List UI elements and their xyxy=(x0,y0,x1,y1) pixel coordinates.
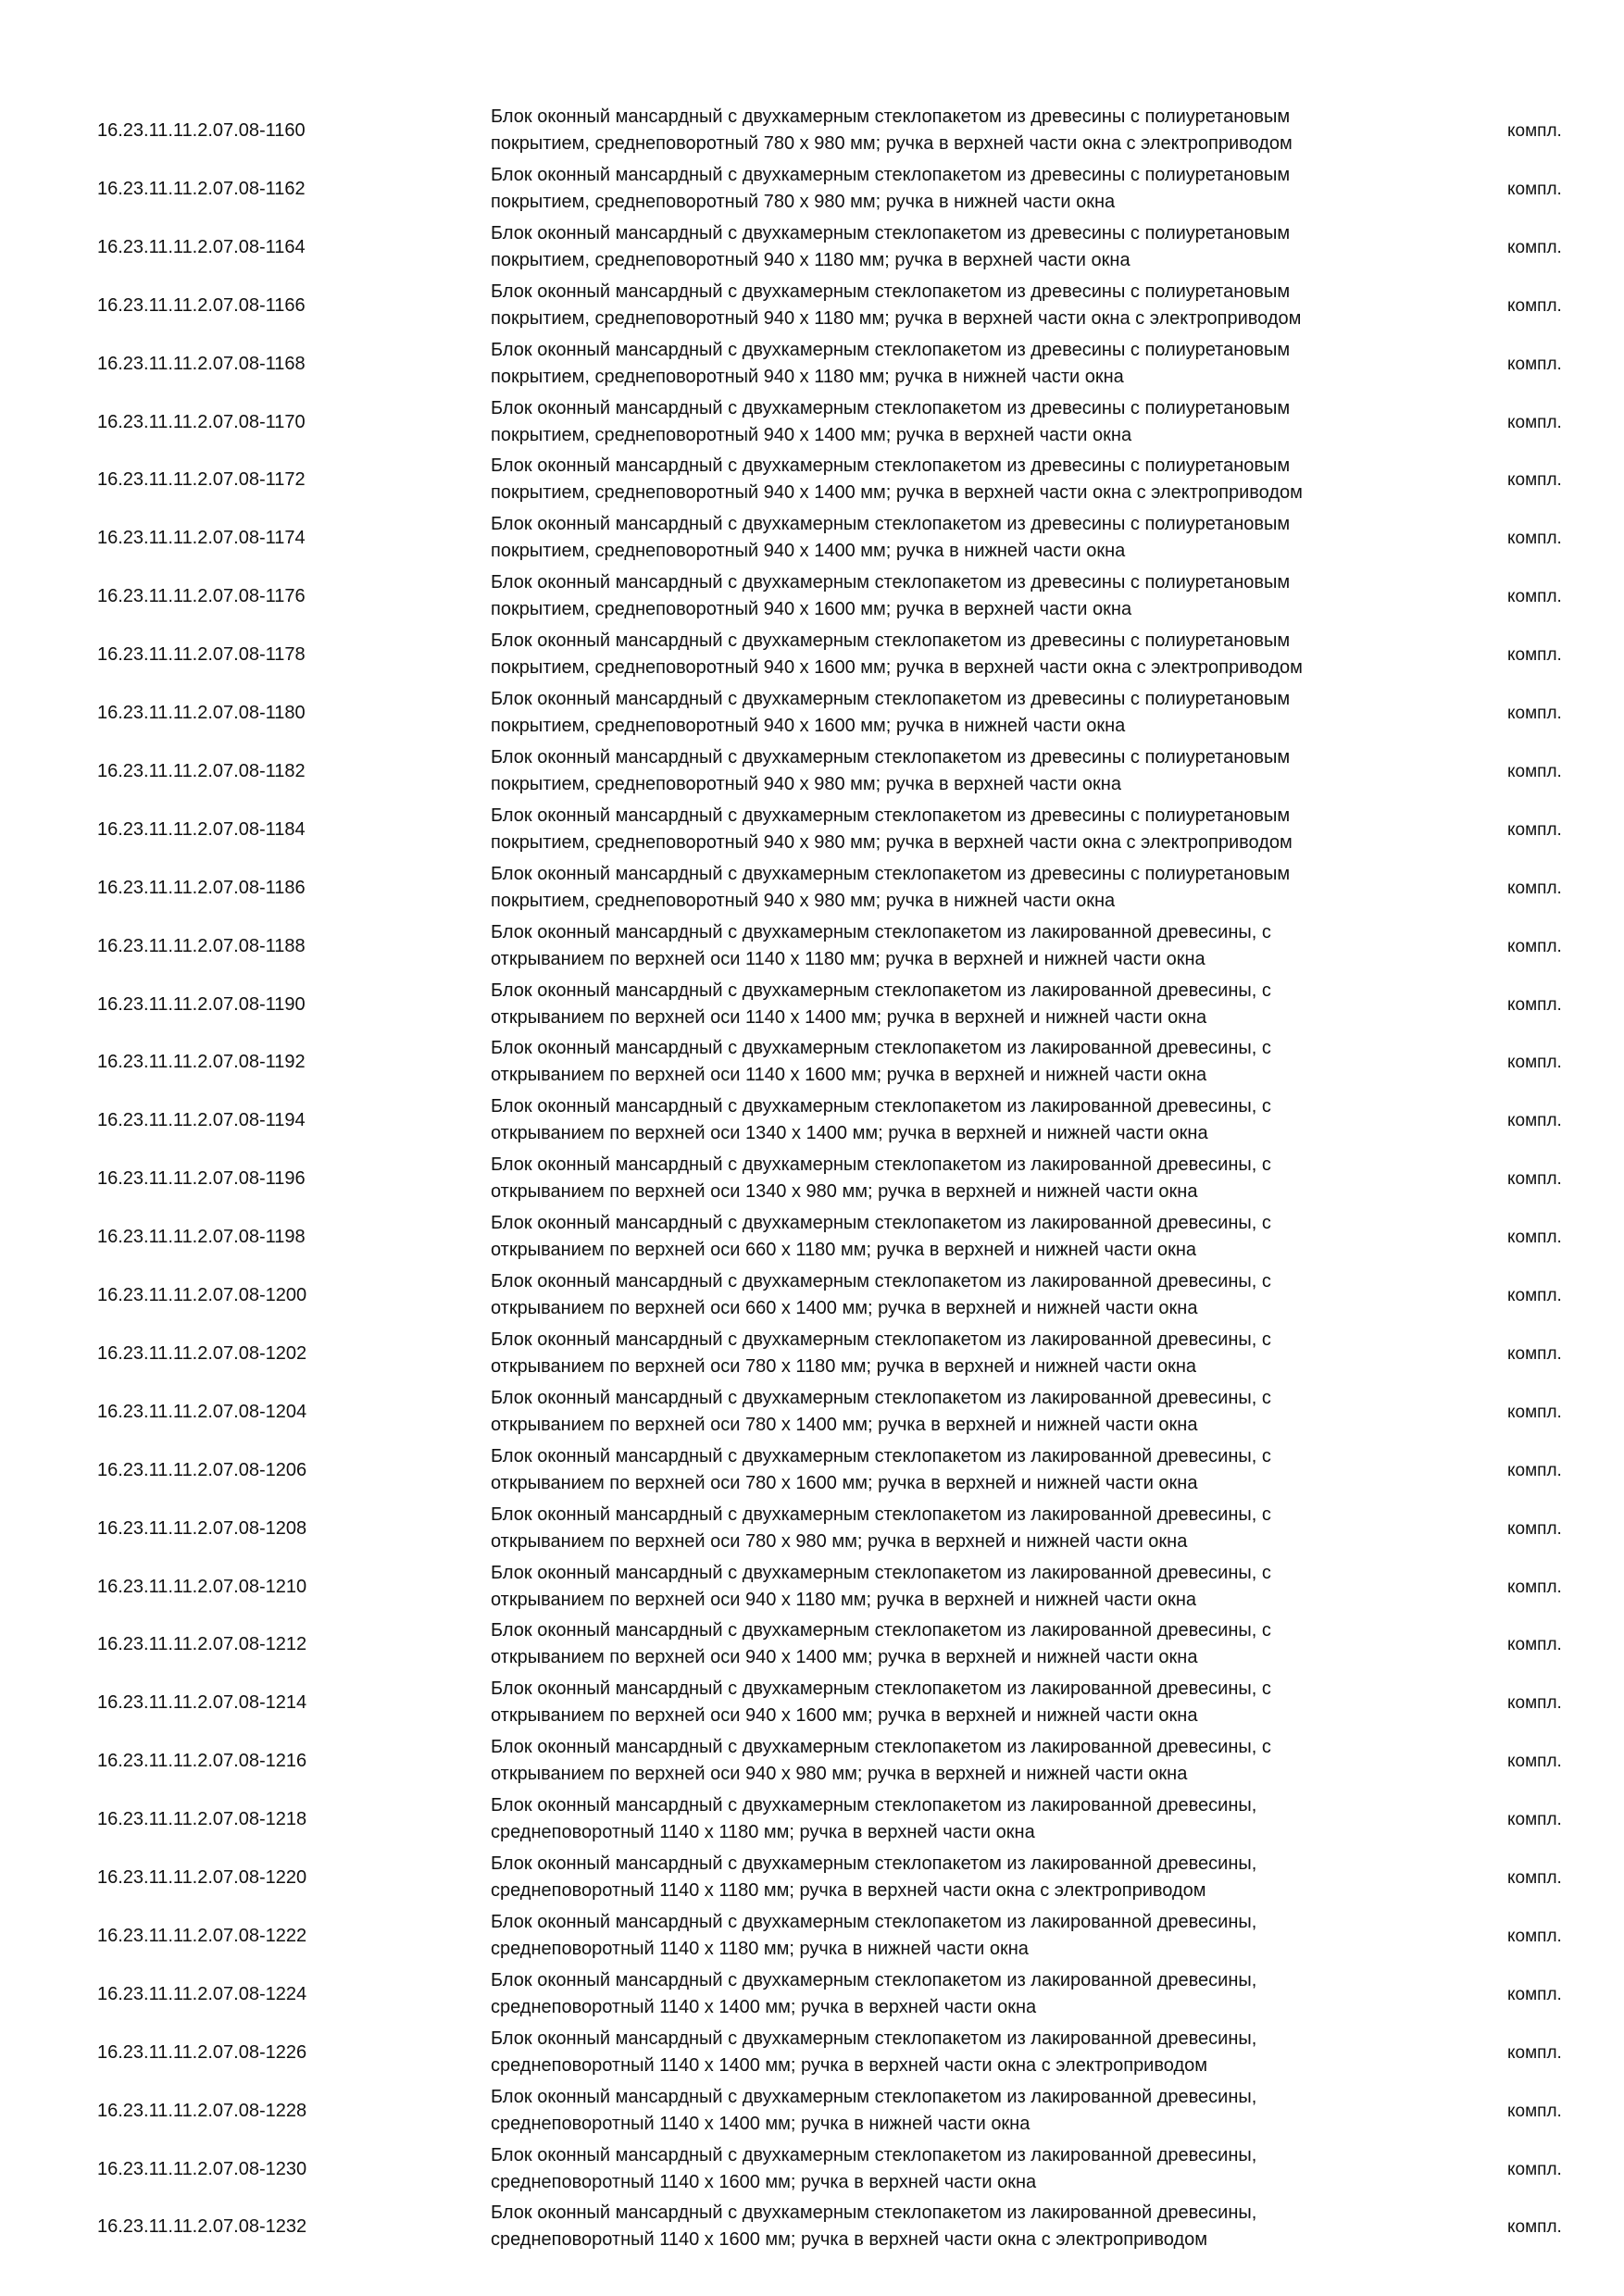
unit-of-measure: компл. xyxy=(1507,1635,1562,1655)
resource-code: 16.23.11.11.2.07.08-1192 xyxy=(97,1052,306,1073)
resource-code: 16.23.11.11.2.07.08-1200 xyxy=(97,1285,307,1305)
resource-code: 16.23.11.11.2.07.08-1218 xyxy=(97,1809,307,1830)
resource-description xyxy=(491,1093,1417,1147)
unit-of-measure: компл. xyxy=(1507,179,1562,199)
description-line-1: Блок оконный мансардный с двухкамерным стеклопакетом из древесины с полиуретановым xyxy=(491,397,1291,418)
unit-of-measure: компл. xyxy=(1507,2217,1562,2238)
unit-of-measure: компл. xyxy=(1507,354,1562,374)
description-line-2: открыванием по верхней оси 780 х 1180 мм; ручка в верхней и нижней части окна xyxy=(491,1355,1196,1377)
description-line-1: Блок оконный мансардный с двухкамерным стеклопакетом из лакированной древесины, с xyxy=(491,1504,1271,1525)
resource-code: 16.23.11.11.2.07.08-1172 xyxy=(97,469,306,491)
resource-code: 16.23.11.11.2.07.08-1208 xyxy=(97,1517,307,1539)
table-row xyxy=(0,1092,1624,1149)
resource-code: 16.23.11.11.2.07.08-1206 xyxy=(97,1459,307,1480)
description-line-2: среднеповоротный 1140 х 1400 мм; ручка в верхней части окна xyxy=(491,1996,1037,2017)
resource-code: 16.23.11.11.2.07.08-1182 xyxy=(97,760,306,781)
unit-of-measure: компл. xyxy=(1507,1402,1562,1422)
resource-code: 16.23.11.11.2.07.08-1166 xyxy=(97,294,306,316)
table-row xyxy=(0,1383,1624,1441)
resource-code: 16.23.11.11.2.07.08-1176 xyxy=(97,586,306,607)
description-line-1: Блок оконный мансардный с двухкамерным стеклопакетом из древесины с полиуретановым xyxy=(491,222,1291,243)
unit-of-measure: компл. xyxy=(1507,1343,1562,1364)
table-row xyxy=(0,917,1624,975)
table-row xyxy=(0,1965,1624,2023)
description-line-1: Блок оконный мансардный с двухкамерным стеклопакетом из древесины с полиуретановым xyxy=(491,805,1291,826)
description-line-2: открыванием по верхней оси 660 х 1180 мм; ручка в верхней и нижней части окна xyxy=(491,1240,1196,1261)
table-row xyxy=(0,509,1624,567)
unit-of-measure: компл. xyxy=(1507,936,1562,956)
resource-description xyxy=(491,2200,1417,2253)
unit-of-measure: компл. xyxy=(1507,1053,1562,1073)
description-line-1: Блок оконный мансардный с двухкамерным стеклопакетом из лакированной древесины, xyxy=(491,1795,1257,1816)
unit-of-measure: компл. xyxy=(1507,1111,1562,1131)
unit-of-measure: компл. xyxy=(1507,2042,1562,2063)
table-row xyxy=(0,1791,1624,1848)
description-line-2: покрытием, среднеповоротный 940 х 980 мм; ручка в верхней части окна xyxy=(491,773,1121,794)
table-row xyxy=(0,1616,1624,1673)
description-line-1: Блок оконный мансардный с двухкамерным стеклопакетом из лакированной древесины, с xyxy=(491,1387,1271,1408)
description-line-1: Блок оконный мансардный с двухкамерным стеклопакетом из лакированной древесины, с xyxy=(491,1329,1271,1350)
resource-description xyxy=(491,1734,1417,1788)
unit-of-measure: компл. xyxy=(1507,1868,1562,1888)
resource-code: 16.23.11.11.2.07.08-1210 xyxy=(97,1576,307,1597)
resource-description xyxy=(491,2084,1417,2138)
table-row xyxy=(0,801,1624,858)
resource-description xyxy=(491,1676,1417,1729)
table-row xyxy=(0,1674,1624,1731)
resource-description xyxy=(491,453,1417,506)
resource-description xyxy=(491,744,1417,798)
unit-of-measure: компл. xyxy=(1507,1169,1562,1190)
description-line-1: Блок оконный мансардный с двухкамерным стеклопакетом из лакированной древесины, xyxy=(491,1911,1257,1932)
table-row xyxy=(0,2024,1624,2081)
unit-of-measure: компл. xyxy=(1507,1228,1562,1248)
resource-description xyxy=(491,337,1417,391)
table-row xyxy=(0,1558,1624,1616)
resource-code: 16.23.11.11.2.07.08-1204 xyxy=(97,1401,307,1422)
resource-code: 16.23.11.11.2.07.08-1202 xyxy=(97,1342,307,1364)
resource-code: 16.23.11.11.2.07.08-1174 xyxy=(97,528,306,549)
unit-of-measure: компл. xyxy=(1507,1577,1562,1597)
description-line-1: Блок оконный мансардный с двухкамерным стеклопакетом из древесины с полиуретановым xyxy=(491,164,1291,185)
resource-code: 16.23.11.11.2.07.08-1170 xyxy=(97,411,306,432)
description-line-2: покрытием, среднеповоротный 940 х 1180 мм; ручка в нижней части окна xyxy=(491,366,1124,387)
table-row xyxy=(0,1500,1624,1557)
description-line-1: Блок оконный мансардный с двухкамерным стеклопакетом из лакированной древесины, xyxy=(491,1853,1257,1874)
resource-code: 16.23.11.11.2.07.08-1216 xyxy=(97,1751,307,1772)
unit-of-measure: компл. xyxy=(1507,819,1562,840)
description-line-2: покрытием, среднеповоротный 940 х 1400 мм; ручка в верхней части окна xyxy=(491,424,1132,445)
table-row xyxy=(0,859,1624,917)
description-line-2: покрытием, среднеповоротный 780 х 980 мм; ручка в нижней части окна xyxy=(491,191,1116,212)
description-line-1: Блок оконный мансардный с двухкамерным стеклопакетом из древесины с полиуретановым xyxy=(491,339,1291,360)
description-line-2: открыванием по верхней оси 1140 х 1180 мм; ручка в верхней и нижней части окна xyxy=(491,948,1206,969)
resource-code: 16.23.11.11.2.07.08-1180 xyxy=(97,703,306,723)
description-line-1: Блок оконный мансардный с двухкамерным стеклопакетом из древесины с полиуретановым xyxy=(491,863,1291,884)
description-line-1: Блок оконный мансардный с двухкамерным стеклопакетом из лакированной древесины, с xyxy=(491,1562,1271,1583)
description-line-1: Блок оконный мансардный с двухкамерным стеклопакетом из древесины с полиуретановым xyxy=(491,689,1291,709)
resource-code: 16.23.11.11.2.07.08-1190 xyxy=(97,993,306,1015)
description-line-2: открыванием по верхней оси 1340 х 1400 мм; ручка в верхней и нижней части окна xyxy=(491,1123,1208,1144)
resource-code: 16.23.11.11.2.07.08-1178 xyxy=(97,644,306,666)
description-line-2: покрытием, среднеповоротный 940 х 980 мм; ручка в нижней части окна xyxy=(491,890,1116,911)
description-line-2: среднеповоротный 1140 х 1600 мм; ручка в верхней части окна xyxy=(491,2171,1037,2192)
resource-code: 16.23.11.11.2.07.08-1188 xyxy=(97,935,306,956)
resource-description xyxy=(491,2026,1417,2079)
resource-code: 16.23.11.11.2.07.08-1186 xyxy=(97,877,306,898)
unit-of-measure: компл. xyxy=(1507,412,1562,432)
description-line-1: Блок оконный мансардный с двухкамерным стеклопакетом из древесины с полиуретановым xyxy=(491,630,1291,652)
description-line-2: среднеповоротный 1140 х 1180 мм; ручка в верхней части окна xyxy=(491,1822,1035,1843)
description-line-1: Блок оконный мансардный с двухкамерным стеклопакетом из лакированной древесины, с xyxy=(491,1620,1271,1641)
unit-of-measure: компл. xyxy=(1507,994,1562,1015)
resource-description xyxy=(491,2142,1417,2196)
description-line-2: покрытием, среднеповоротный 940 х 1400 мм; ручка в нижней части окна xyxy=(491,541,1126,562)
table-row xyxy=(0,451,1624,508)
description-line-1: Блок оконный мансардный с двухкамерным стеклопакетом из лакированной древесины, с xyxy=(491,1096,1271,1117)
unit-of-measure: компл. xyxy=(1507,645,1562,666)
table-row xyxy=(0,1033,1624,1091)
table-row xyxy=(0,160,1624,218)
unit-of-measure: компл. xyxy=(1507,295,1562,316)
table-row xyxy=(0,976,1624,1033)
description-line-2: среднеповоротный 1140 х 1400 мм; ручка в нижней части окна xyxy=(491,2113,1031,2134)
description-line-1: Блок оконный мансардный с двухкамерным стеклопакетом из лакированной древесины, с xyxy=(491,1271,1271,1292)
description-line-2: покрытием, среднеповоротный 940 х 1600 мм; ручка в верхней части окна xyxy=(491,599,1132,620)
table-row xyxy=(0,218,1624,276)
description-line-1: Блок оконный мансардный с двухкамерным стеклопакетом из лакированной древесины, с xyxy=(491,921,1271,942)
description-line-2: покрытием, среднеповоротный 940 х 1600 мм; ручка в верхней части окна с электроприводом xyxy=(491,657,1303,679)
resource-code: 16.23.11.11.2.07.08-1214 xyxy=(97,1692,307,1714)
resource-description xyxy=(491,1327,1417,1380)
description-line-1: Блок оконный мансардный с двухкамерным стеклопакетом из древесины с полиуретановым xyxy=(491,455,1291,477)
unit-of-measure: компл. xyxy=(1507,237,1562,257)
description-line-1: Блок оконный мансардный с двухкамерным стеклопакетом из лакированной древесины, xyxy=(491,2202,1257,2224)
description-line-2: открыванием по верхней оси 1340 х 980 мм; ручка в верхней и нижней части окна xyxy=(491,1181,1198,1203)
unit-of-measure: компл. xyxy=(1507,878,1562,898)
description-line-2: открыванием по верхней оси 940 х 1400 мм; ручка в верхней и нижней части окна xyxy=(491,1647,1198,1668)
description-line-2: среднеповоротный 1140 х 1400 мм; ручка в верхней части окна с электроприводом xyxy=(491,2054,1207,2076)
table-row xyxy=(0,393,1624,451)
description-line-1: Блок оконный мансардный с двухкамерным стеклопакетом из древесины с полиуретановым xyxy=(491,572,1291,593)
description-line-1: Блок оконный мансардный с двухкамерным стеклопакетом из древесины с полиуретановым xyxy=(491,106,1291,127)
resource-description xyxy=(491,1443,1417,1497)
resource-code: 16.23.11.11.2.07.08-1232 xyxy=(97,2216,307,2238)
resource-description xyxy=(491,220,1417,274)
description-line-2: открыванием по верхней оси 940 х 1600 мм; ручка в верхней и нижней части окна xyxy=(491,1705,1198,1727)
description-line-1: Блок оконный мансардный с двухкамерным стеклопакетом из лакированной древесины, xyxy=(491,2028,1257,2049)
table-row xyxy=(0,1150,1624,1207)
resource-description xyxy=(491,628,1417,681)
unit-of-measure: компл. xyxy=(1507,470,1562,491)
resource-code: 16.23.11.11.2.07.08-1194 xyxy=(97,1110,306,1131)
resource-description xyxy=(491,861,1417,915)
description-line-1: Блок оконный мансардный с двухкамерным стеклопакетом из лакированной древесины, xyxy=(491,2144,1257,2165)
resource-description xyxy=(491,1851,1417,1904)
description-line-2: открыванием по верхней оси 940 х 980 мм; ручка в верхней и нижней части окна xyxy=(491,1764,1188,1785)
resource-description xyxy=(491,1560,1417,1614)
resource-code: 16.23.11.11.2.07.08-1168 xyxy=(97,353,306,374)
description-line-1: Блок оконный мансардный с двухкамерным стеклопакетом из древесины с полиуретановым xyxy=(491,514,1291,535)
description-line-2: покрытием, среднеповоротный 940 х 1180 мм; ручка в верхней части окна xyxy=(491,249,1131,270)
description-line-2: среднеповоротный 1140 х 1180 мм; ручка в нижней части окна xyxy=(491,1938,1029,1959)
table-row xyxy=(0,1907,1624,1965)
description-line-2: открыванием по верхней оси 1140 х 1600 мм; ручка в верхней и нижней части окна xyxy=(491,1065,1207,1086)
table-row xyxy=(0,1849,1624,1906)
description-line-2: среднеповоротный 1140 х 1180 мм; ручка в верхней части окна с электроприводом xyxy=(491,1880,1206,1901)
description-line-1: Блок оконный мансардный с двухкамерным стеклопакетом из лакированной древесины, с xyxy=(491,1678,1271,1700)
table-row xyxy=(0,1208,1624,1266)
description-line-2: покрытием, среднеповоротный 940 х 1400 мм; ручка в верхней части окна с электроприводом xyxy=(491,482,1303,504)
resource-description xyxy=(491,1035,1417,1089)
description-line-1: Блок оконный мансардный с двухкамерным стеклопакетом из лакированной древесины, xyxy=(491,1969,1257,1990)
table-row xyxy=(0,2198,1624,2255)
unit-of-measure: компл. xyxy=(1507,2159,1562,2179)
resource-code: 16.23.11.11.2.07.08-1230 xyxy=(97,2158,307,2179)
resource-code: 16.23.11.11.2.07.08-1164 xyxy=(97,236,306,257)
unit-of-measure: компл. xyxy=(1507,587,1562,607)
resource-description xyxy=(491,569,1417,623)
description-line-1: Блок оконный мансардный с двухкамерным стеклопакетом из лакированной древесины, xyxy=(491,2086,1257,2107)
unit-of-measure: компл. xyxy=(1507,704,1562,723)
description-line-2: открыванием по верхней оси 1140 х 1400 мм; ручка в верхней и нижней части окна xyxy=(491,1006,1207,1028)
resource-code: 16.23.11.11.2.07.08-1222 xyxy=(97,1925,307,1946)
resource-code: 16.23.11.11.2.07.08-1220 xyxy=(97,1867,307,1888)
resource-description xyxy=(491,1502,1417,1555)
unit-of-measure: компл. xyxy=(1507,1460,1562,1480)
resource-code: 16.23.11.11.2.07.08-1160 xyxy=(97,120,306,141)
unit-of-measure: компл. xyxy=(1507,121,1562,141)
description-line-2: открыванием по верхней оси 780 х 980 мм; ручка в верхней и нижней части окна xyxy=(491,1530,1188,1552)
description-line-1: Блок оконный мансардный с двухкамерным стеклопакетом из лакированной древесины, с xyxy=(491,1038,1271,1059)
description-line-1: Блок оконный мансардный с двухкамерным стеклопакетом из древесины с полиуретановым xyxy=(491,281,1291,302)
unit-of-measure: компл. xyxy=(1507,529,1562,549)
description-line-2: открыванием по верхней оси 780 х 1600 мм; ручка в верхней и нижней части окна xyxy=(491,1472,1198,1493)
table-row xyxy=(0,102,1624,159)
unit-of-measure: компл. xyxy=(1507,761,1562,781)
description-line-2: среднеповоротный 1140 х 1600 мм; ручка в верхней части окна с электроприводом xyxy=(491,2229,1207,2251)
table-row xyxy=(0,2082,1624,2140)
resource-code: 16.23.11.11.2.07.08-1196 xyxy=(97,1168,306,1190)
description-line-1: Блок оконный мансардный с двухкамерным стеклопакетом из лакированной древесины, с xyxy=(491,1737,1271,1758)
table-row xyxy=(0,742,1624,800)
description-line-2: покрытием, среднеповоротный 940 х 980 мм; ручка в верхней части окна с электроприводом xyxy=(491,831,1293,853)
resource-description xyxy=(491,686,1417,740)
resource-code: 16.23.11.11.2.07.08-1162 xyxy=(97,178,306,199)
resource-description xyxy=(491,803,1417,856)
table-row xyxy=(0,684,1624,742)
description-line-2: открыванием по верхней оси 660 х 1400 мм; ручка в верхней и нижней части окна xyxy=(491,1298,1198,1318)
table-row xyxy=(0,1267,1624,1324)
resource-description xyxy=(491,1385,1417,1439)
unit-of-measure: компл. xyxy=(1507,1984,1562,2004)
resource-description xyxy=(491,1268,1417,1322)
description-line-2: покрытием, среднеповоротный 940 х 1600 мм; ручка в нижней части окна xyxy=(491,716,1126,736)
unit-of-measure: компл. xyxy=(1507,1693,1562,1714)
resource-code: 16.23.11.11.2.07.08-1198 xyxy=(97,1227,306,1248)
resource-description xyxy=(491,511,1417,565)
description-line-1: Блок оконный мансардный с двухкамерным стеклопакетом из лакированной древесины, с xyxy=(491,1445,1271,1466)
description-line-1: Блок оконный мансардный с двухкамерным стеклопакетом из древесины с полиуретановым xyxy=(491,746,1291,767)
table-row xyxy=(0,2140,1624,2198)
table-row xyxy=(0,568,1624,625)
resource-code: 16.23.11.11.2.07.08-1226 xyxy=(97,2041,307,2063)
unit-of-measure: компл. xyxy=(1507,1926,1562,1946)
resource-code: 16.23.11.11.2.07.08-1184 xyxy=(97,818,306,840)
description-line-1: Блок оконный мансардный с двухкамерным стеклопакетом из лакированной древесины, с xyxy=(491,980,1271,1001)
resource-description xyxy=(491,279,1417,332)
resource-description xyxy=(491,978,1417,1031)
resource-description xyxy=(491,919,1417,973)
resource-description xyxy=(491,1909,1417,1963)
resource-description xyxy=(491,395,1417,449)
resource-description xyxy=(491,1152,1417,1205)
resource-description xyxy=(491,162,1417,216)
table-row xyxy=(0,1732,1624,1790)
resource-description xyxy=(491,1210,1417,1264)
resource-code: 16.23.11.11.2.07.08-1228 xyxy=(97,2100,307,2121)
description-line-1: Блок оконный мансардный с двухкамерным стеклопакетом из лакированной древесины, с xyxy=(491,1154,1271,1176)
unit-of-measure: компл. xyxy=(1507,1518,1562,1539)
table-row xyxy=(0,1325,1624,1382)
unit-of-measure: компл. xyxy=(1507,1810,1562,1830)
description-line-2: покрытием, среднеповоротный 940 х 1180 мм; ручка в верхней части окна с электроприводом xyxy=(491,307,1302,329)
table-row xyxy=(0,335,1624,393)
description-line-2: открыванием по верхней оси 940 х 1180 мм; ручка в верхней и нижней части окна xyxy=(491,1589,1196,1610)
resource-description xyxy=(491,1967,1417,2021)
resource-description xyxy=(491,1792,1417,1846)
unit-of-measure: компл. xyxy=(1507,1752,1562,1772)
resource-description xyxy=(491,1617,1417,1671)
resource-code: 16.23.11.11.2.07.08-1212 xyxy=(97,1634,307,1655)
unit-of-measure: компл. xyxy=(1507,2101,1562,2121)
table-row xyxy=(0,1441,1624,1499)
table-row xyxy=(0,626,1624,683)
description-line-2: открыванием по верхней оси 780 х 1400 мм; ручка в верхней и нижней части окна xyxy=(491,1414,1198,1435)
resource-description xyxy=(491,104,1417,157)
unit-of-measure: компл. xyxy=(1507,1286,1562,1305)
table-row xyxy=(0,277,1624,334)
description-line-2: покрытием, среднеповоротный 780 х 980 мм; ручка в верхней части окна с электроприводом xyxy=(491,133,1293,154)
resource-code: 16.23.11.11.2.07.08-1224 xyxy=(97,1983,307,2004)
description-line-1: Блок оконный мансардный с двухкамерным стеклопакетом из лакированной древесины, с xyxy=(491,1213,1271,1234)
